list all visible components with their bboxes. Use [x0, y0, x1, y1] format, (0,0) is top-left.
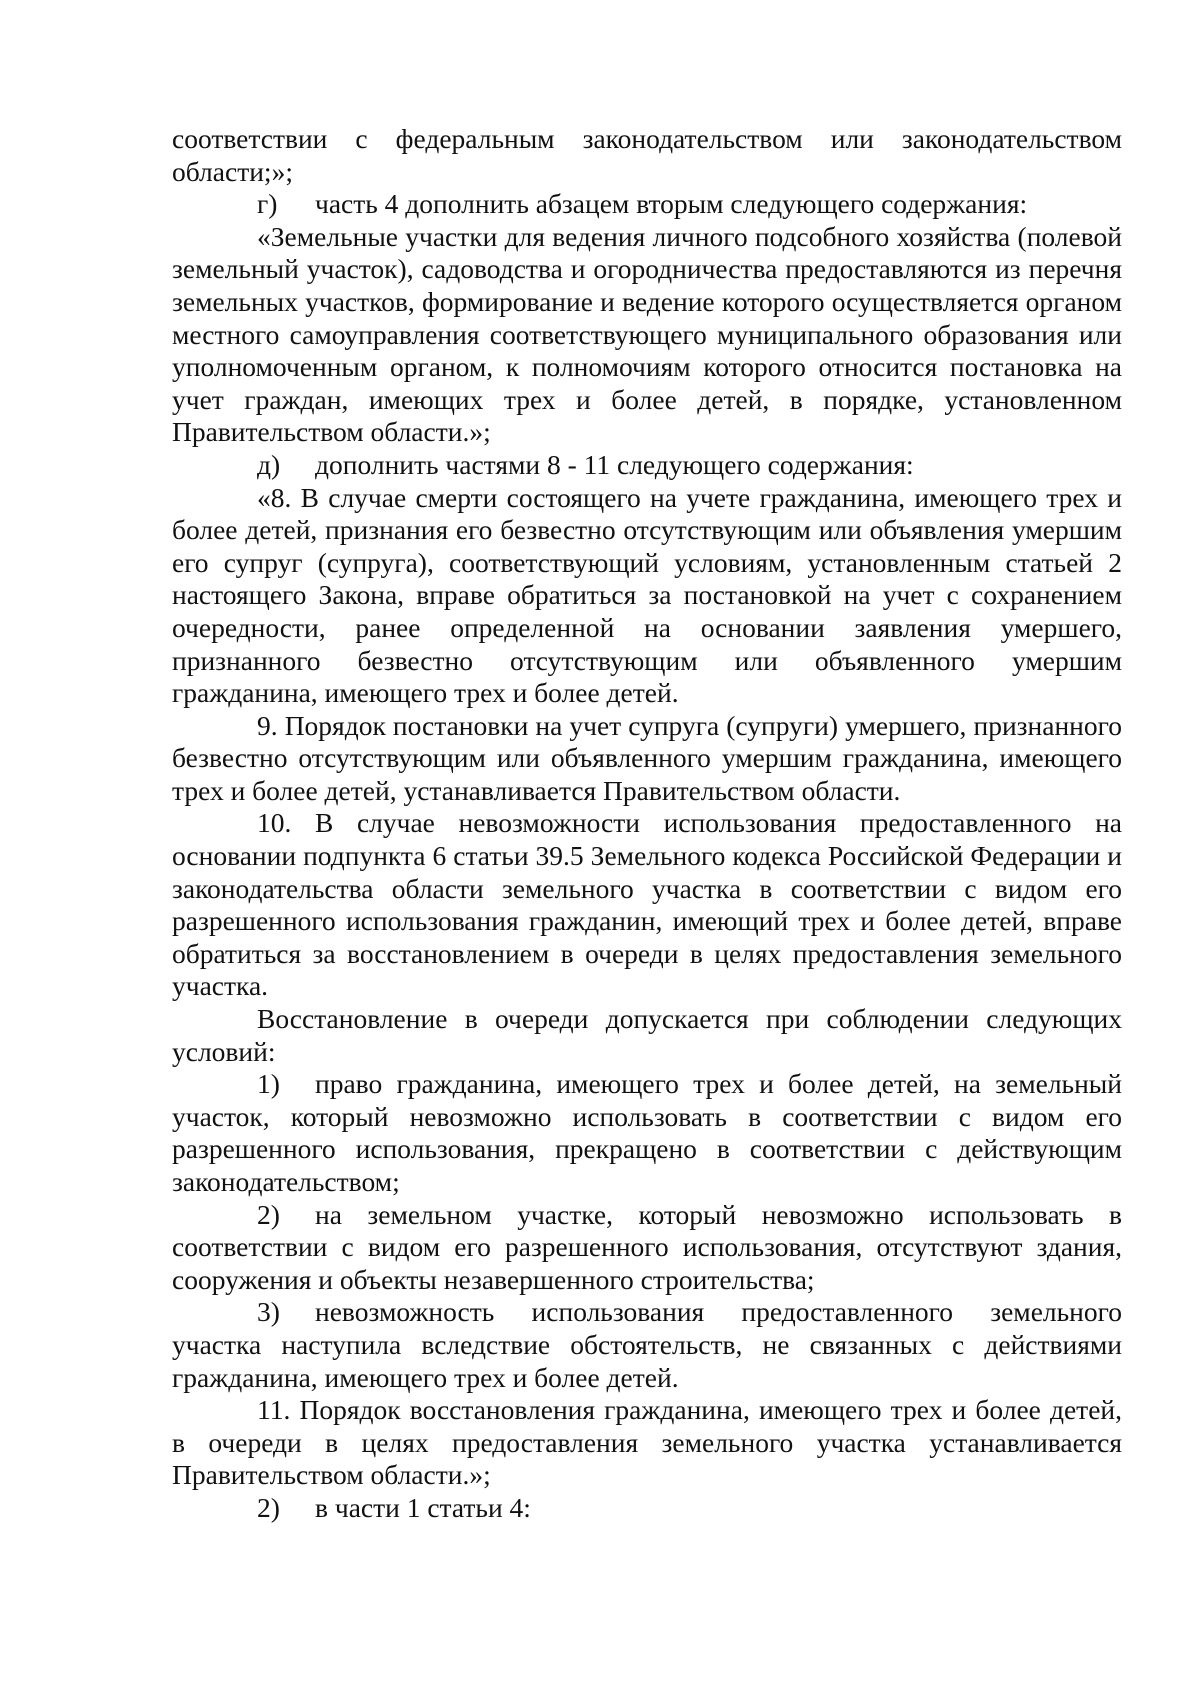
list-marker: 2) [257, 1198, 280, 1230]
list-marker: 2) [257, 1491, 280, 1523]
list-item [172, 188, 1122, 221]
paragraph [172, 1394, 1122, 1492]
paragraph-text: «Земельные участки для ведения личного подсобного хозяйства (полевой земельный участок), садоводства и огородничества предоставляются из перечня земельных участков, формирование и ведение которого осуществляется органом местного самоуправления соответствующего муниципального образования или уполномоченным органом, к полномочиям которого относится постановка на учет граждан, имеющих трех и более детей, в порядке, установленном Правительством области.»; [172, 220, 1122, 448]
paragraph-text: на земельном участке, который невозможно использовать в соответствии с видом его разрешенного использования, отсутствуют здания, сооружения и объекты незавершенного строительства; [172, 1198, 1122, 1295]
paragraph-text: в части 1 статьи 4: [315, 1491, 531, 1523]
list-marker: д) [257, 448, 281, 480]
paragraph-text: 11. Порядок восстановления гражданина, имеющего трех и более детей, в очереди в целях предоставления земельного участка устанавливается Правительством области.»; [172, 1394, 1122, 1491]
paragraph-text: дополнить частями 8 - 11 следующего содержания: [315, 448, 914, 480]
paragraph-text: Восстановление в очереди допускается при соблюдении следующих условий: [172, 1003, 1122, 1067]
paragraph [172, 123, 1122, 188]
paragraph [172, 1003, 1122, 1068]
list-marker: г) [257, 188, 278, 220]
paragraph-text: «8. В случае смерти состоящего на учете гражданина, имеющего трех и более детей, признания его безвестно отсутствующим или объявления умершим его супруг (супруга), соответствующий условиям, установленным статьей 2 настоящего Закона, вправе обратиться за постановкой на учет с сохранением очередности, ранее определенной на основании заявления умершего, признанного безвестно отсутствующим или объявленного умершим гражданина, имеющего трех и более детей. [172, 481, 1122, 709]
paragraph [172, 710, 1122, 808]
paragraph [172, 807, 1122, 1003]
paragraph-text: 9. Порядок постановки на учет супруга (супруги) умершего, признанного безвестно отсутствующим или объявленного умершим гражданина, имеющего трех и более детей, устанавливается Правительством области. [172, 709, 1122, 806]
list-marker: 1) [257, 1068, 280, 1100]
document-page [172, 123, 1122, 1525]
list-marker: 3) [257, 1296, 280, 1328]
paragraph-text: соответствии с федеральным законодательством или законодательством области;»; [172, 123, 1122, 187]
paragraph [172, 482, 1122, 710]
paragraph-text: право гражданина, имеющего трех и более детей, на земельный участок, который невозможно использовать в соответствии с видом его разрешенного использования, прекращено в соответствии с действующим законодательством; [172, 1068, 1122, 1197]
list-item [172, 1296, 1122, 1394]
paragraph-text: 10. В случае невозможности использования предоставленного на основании подпункта 6 статьи 39.5 Земельного кодекса Российской Федерации и законодательства области земельного участка в соответствии с видом его разрешенного использования гражданин, имеющий трех и более детей, вправе обратиться за восстановлением в очереди в целях предоставления земельного участка. [172, 807, 1122, 1002]
paragraph [172, 221, 1122, 449]
list-item [172, 1492, 1122, 1525]
list-item [172, 1068, 1122, 1198]
paragraph-text: часть 4 дополнить абзацем вторым следующего содержания: [315, 188, 1028, 220]
list-item [172, 449, 1122, 482]
list-item [172, 1199, 1122, 1297]
paragraph-text: невозможность использования предоставленного земельного участка наступила вследствие обстоятельств, не связанных с действиями гражданина, имеющего трех и более детей. [172, 1296, 1122, 1393]
